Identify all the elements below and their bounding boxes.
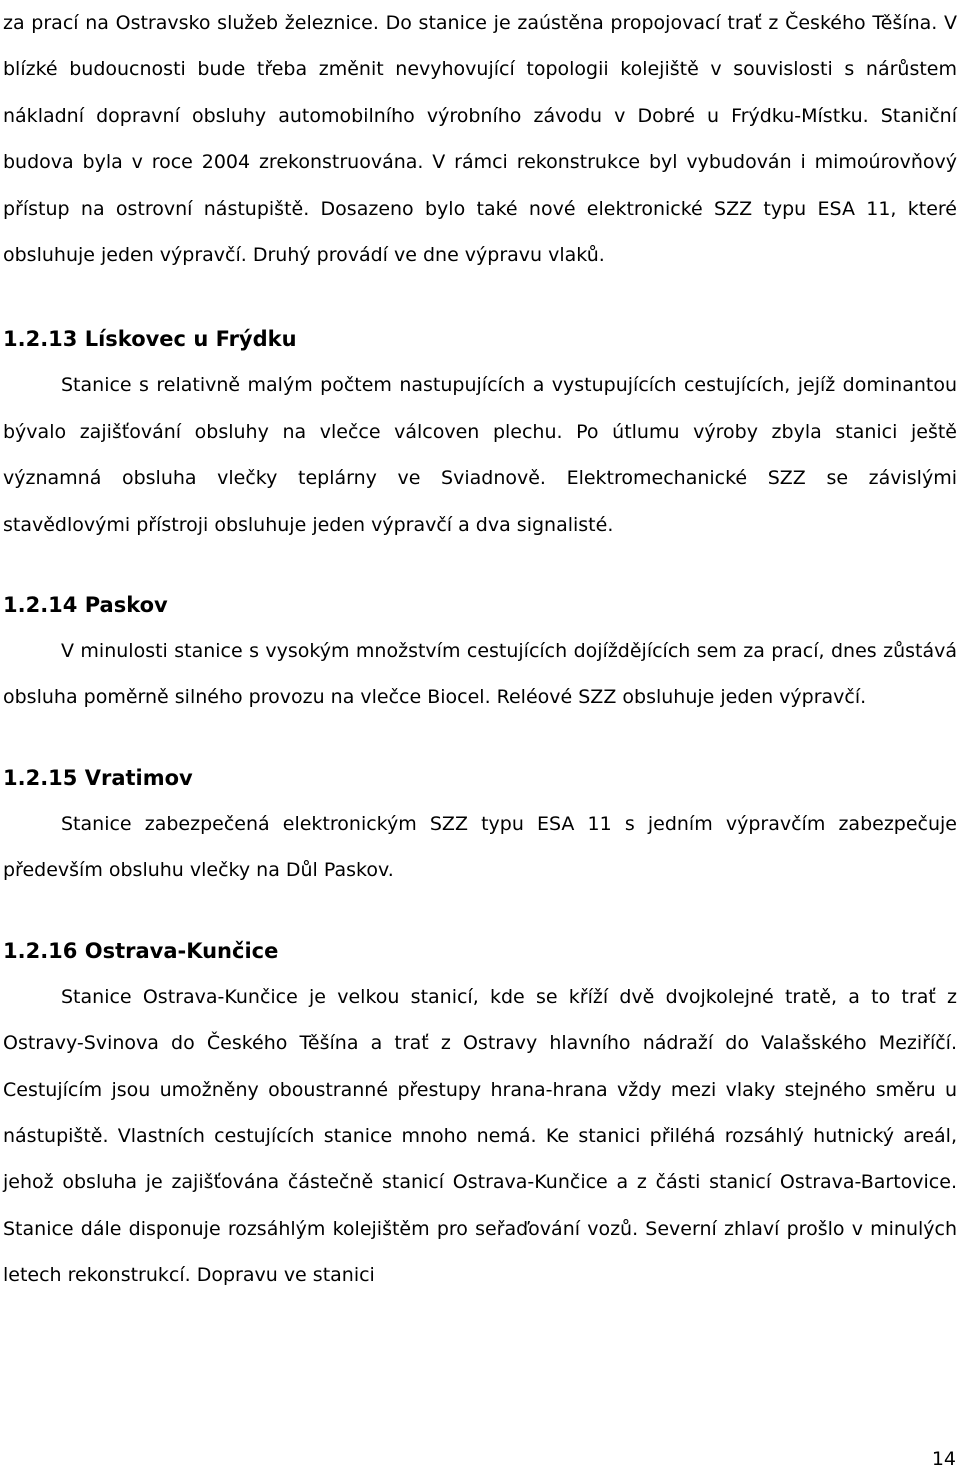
section-heading-vratimov: 1.2.15 Vratimov	[3, 765, 193, 790]
section-heading-ostrava-kuncice: 1.2.16 Ostrava-Kunčice	[3, 938, 279, 963]
section-text-liskovec: Stanice s relativně malým počtem nastupujících a vystupujících cestujících, jejíž dominantou bývalo zajišťování obsluhy na vlečce válcoven plechu. Po útlumu výroby zbyla stanici ještě významná obsluha vlečky teplárny ve Sviadnově. Elektromechanické SZZ se závislými stavědlovými přístroji obsluhuje jeden výpravčí a dva signalisté.	[3, 374, 957, 536]
section-text-vratimov: Stanice zabezpečená elektronickým SZZ typu ESA 11 s jedním výpravčím zabezpečuje především obsluhu vlečky na Důl Paskov.	[3, 812, 957, 882]
document-page	[3, 0, 957, 1299]
intro-paragraph: za prací na Ostravsko služeb železnice. Do stanice je zaústěna propojovací trať z Českého Těšína. V blízké budoucnosti bude třeba změnit nevyhovující topologii kolejiště v souvislosti s nárůstem nákladní dopravní obsluhy automobilního výrobního závodu v Dobré u Frýdku-Místku. Staniční budova byla v roce 2004 zrekonstruována. V rámci rekonstrukce byl vybudován i mimoúrovňový přístup na ostrovní nástupiště. Dosazeno bylo také nové elektronické SZZ typu ESA 11, které obsluhuje jeden výpravčí. Druhý provádí ve dne výpravu vlaků.	[3, 12, 957, 267]
page-number: 14	[931, 1448, 956, 1470]
section-heading-liskovec: 1.2.13 Lískovec u Frýdku	[3, 327, 297, 352]
section-heading-paskov: 1.2.14 Paskov	[3, 593, 168, 618]
section-text-paskov: V minulosti stanice s vysokým množstvím cestujících dojíždějících sem za prací, dnes zůstává obsluha poměrně silného provozu na vlečce Biocel. Reléové SZZ obsluhuje jeden výpravčí.	[3, 640, 957, 709]
section-text-ostrava-kuncice: Stanice Ostrava-Kunčice je velkou stanicí, kde se kříží dvě dvojkolejné tratě, a to trať z Ostravy-Svinova do Českého Těšína a trať z Ostravy hlavního nádraží do Valašského Meziříčí. Cestujícím jsou umožněny oboustranné přestupy hrana-hrana vždy mezi vlaky stejného směru u nástupiště. Vlastních cestujících stanice mnoho nemá. Ke stanici přiléhá rozsáhlý hutnický areál, jehož obsluha je zajišťována částečně stanicí Ostrava-Kunčice a z části stanicí Ostrava-Bartovice. Stanice dále disponuje rozsáhlým kolejištěm pro seřaďování vozů. Severní zhlaví prošlo v minulých letech rekonstrukcí. Dopravu ve stanici	[3, 985, 957, 1287]
